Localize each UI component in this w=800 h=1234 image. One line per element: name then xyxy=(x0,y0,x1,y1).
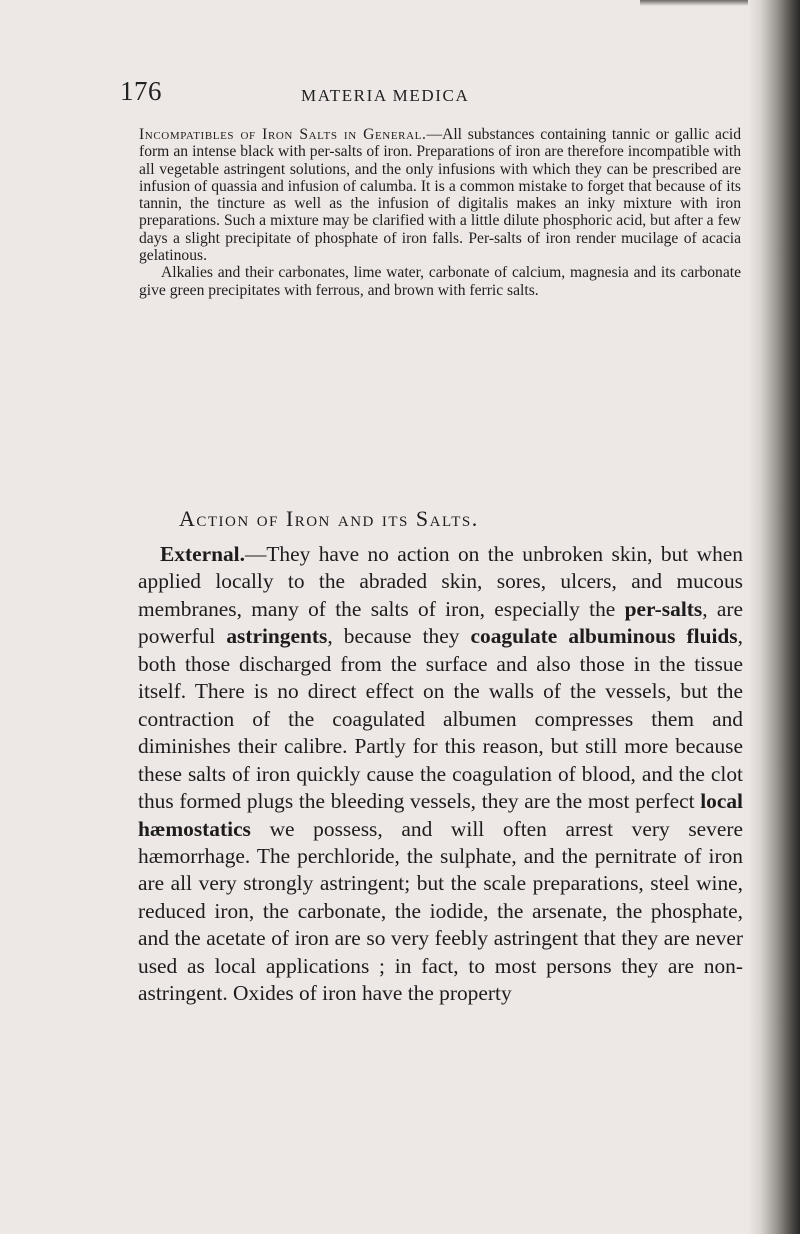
body-text: , are powerful xyxy=(138,596,743,649)
page-number: 176 xyxy=(120,76,162,106)
external-action-section xyxy=(138,541,743,1008)
section-heading: Action of Iron and its Salts. xyxy=(179,506,479,531)
book-spine-shadow xyxy=(748,0,800,1234)
alkalies-paragraph: Alkalies and their carbonates, lime water, carbonate of calcium, magnesia and its carbonate give green precipitates with ferrous, and brown with ferric salts. xyxy=(139,264,741,299)
external-label: External. xyxy=(160,542,245,566)
incompatibles-text: —All substances containing tannic or gallic acid form an intense black with per-salts of iron. Preparations of iron are therefore incompatible with all vegetable astringent solutions, and the only infusions with which they can be prescribed are infusion of quassia and infusion of calumba. It is a common mistake to forget that because of its tannin, the tincture as well as the infusion of digitalis makes an inky mixture with iron preparations. Such a mixture may be clarified with a little dilute phosphoric acid, but after a few days a slight precipitate of phosphate of iron falls. Per-salts of iron render mucilage of acacia gelatinous. xyxy=(139,126,741,265)
term-astringents: astringents xyxy=(226,624,328,649)
body-text: , both those discharged from the surface and also those in the tissue itself. There is no direct effect on the walls of the vessels, but the contraction of the coagulated albumen compresses them and diminishes their calibre. Partly for this reason, but still more because these salts of iron quickly cause the coagulation of blood, and the clot thus formed plugs the bleeding vessels, they are the most perfect xyxy=(138,624,743,814)
body-text: we possess, and will often arrest very severe hæmorrhage. The perchloride, the sulphate, and the pernitrate of iron are all very strongly astringent; but the scale preparations, steel wine, reduced iron, the carbonate, the iodide, the arsenate, the phosphate, and the acetate of iron are so very feebly astringent that they are never used as local applications ; in fact, to most persons they are non-astringent. Oxides of iron have the property xyxy=(138,816,743,1006)
term-per-salts: per-salts xyxy=(624,596,703,621)
body-text: , because they xyxy=(327,624,471,649)
incompatibles-paragraph xyxy=(139,126,741,264)
body-text: —They have no action on the unbroken skin, but when applied locally to the abraded skin, sores, ulcers, and mucous membranes, many of the salts of iron, especially the xyxy=(138,542,743,621)
external-action-paragraph xyxy=(138,541,743,1008)
term-coagulate: coagulate albuminous fluids xyxy=(470,624,738,649)
running-title: MATERIA MEDICA xyxy=(301,86,470,105)
incompatibles-heading: Incompatibles of Iron Salts in General. xyxy=(139,126,427,143)
incompatibles-section xyxy=(139,126,741,299)
term-haemostatics: local hæmostatics xyxy=(138,789,743,841)
